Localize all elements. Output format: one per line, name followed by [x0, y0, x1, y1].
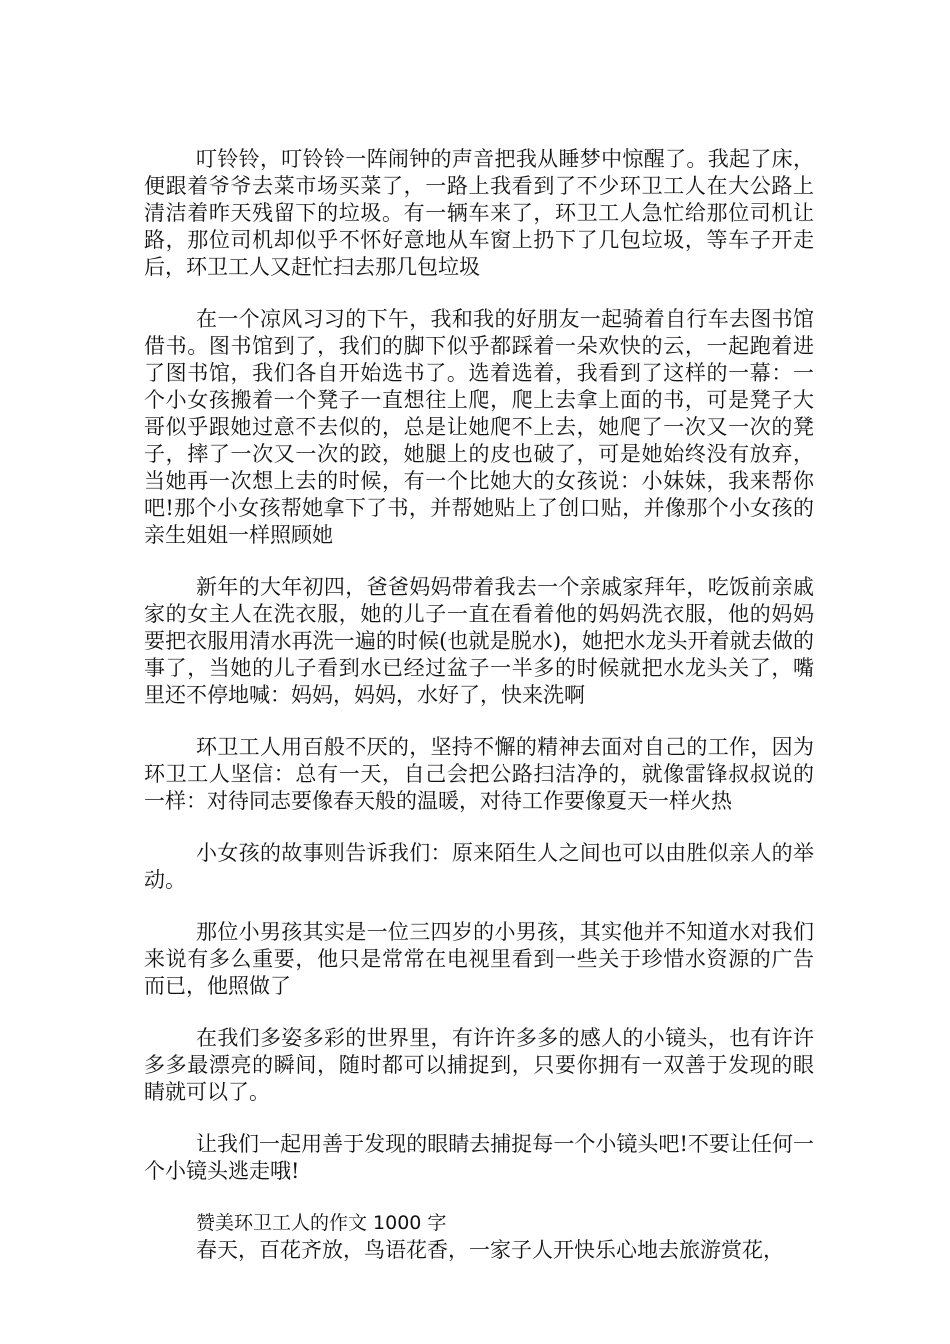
paragraph-opening-line: 春天，百花齐放，鸟语花香，一家子人开快乐心地去旅游赏花，	[196, 1238, 784, 1262]
paragraph: 环卫工人用百般不厌的，坚持不懈的精神去面对自己的工作，因为环卫工人坚信：总有一天，自己会把公路扫洁净的，就像雷锋叔叔说的一样：对待同志要像春天般的温暖，对待工作要像夏天一样火热	[144, 735, 814, 813]
paragraph: 在我们多姿多彩的世界里，有许许多多的感人的小镜头，也有许许多多最漂亮的瞬间，随时都可以捕捉到，只要你拥有一双善于发现的眼睛就可以了。	[144, 1026, 814, 1104]
document-body	[144, 146, 814, 1264]
paragraph: 新年的大年初四，爸爸妈妈带着我去一个亲戚家拜年，吃饭前亲戚家的女主人在洗衣服，她的儿子一直在看着他的妈妈洗衣服，他的妈妈要把衣服用清水再洗一遍的时候(也就是脱水)，她把水龙头开着就去做的事了，当她的儿子看到水已经过盆子一半多的时候就把水龙头关了，嘴里还不停地喊：妈妈，妈妈，水好了，快来洗啊	[144, 575, 814, 707]
paragraph: 叮铃铃，叮铃铃一阵闹钟的声音把我从睡梦中惊醒了。我起了床，便跟着爷爷去菜市场买菜了，一路上我看到了不少环卫工人在大公路上清洁着昨天残留下的垃圾。有一辆车来了，环卫工人急忙给那位司机让路，那位司机却似乎不怀好意地从车窗上扔下了几包垃圾，等车子开走后，环卫工人又赶忙扫去那几包垃圾	[144, 147, 814, 279]
paragraph: 在一个凉风习习的下午，我和我的好朋友一起骑着自行车去图书馆借书。图书馆到了，我们的脚下似乎都踩着一朵欢快的云，一起跑着进了图书馆，我们各自开始选书了。选着选着，我看到了这样的一幕：一个小女孩搬着一个凳子一直想往上爬，爬上去拿上面的书，可是凳子大哥似乎跟她过意不去似的，总是让她爬不上去，她爬了一次又一次的凳子，摔了一次又一次的跤，她腿上的皮也破了，可是她始终没有放弃，当她再一次想上去的时候，有一个比她大的女孩说：小妹妹，我来帮你吧!那个小女孩帮她拿下了书，并帮她贴上了创口贴，并像那个小女孩的亲生姐姐一样照顾她	[144, 307, 814, 547]
paragraph: 让我们一起用善于发现的眼睛去捕捉每一个小镜头吧!不要让任何一个小镜头逃走哦!	[144, 1132, 814, 1183]
paragraph: 小女孩的故事则告诉我们：原来陌生人之间也可以由胜似亲人的举动。	[144, 841, 814, 892]
essay-subtitle: 赞美环卫工人的作文 1000 字	[196, 1212, 447, 1234]
paragraph: 那位小男孩其实是一位三四岁的小男孩，其实他并不知道水对我们来说有多么重要，他只是常常在电视里看到一些关于珍惜水资源的广告而已，他照做了	[144, 920, 814, 998]
